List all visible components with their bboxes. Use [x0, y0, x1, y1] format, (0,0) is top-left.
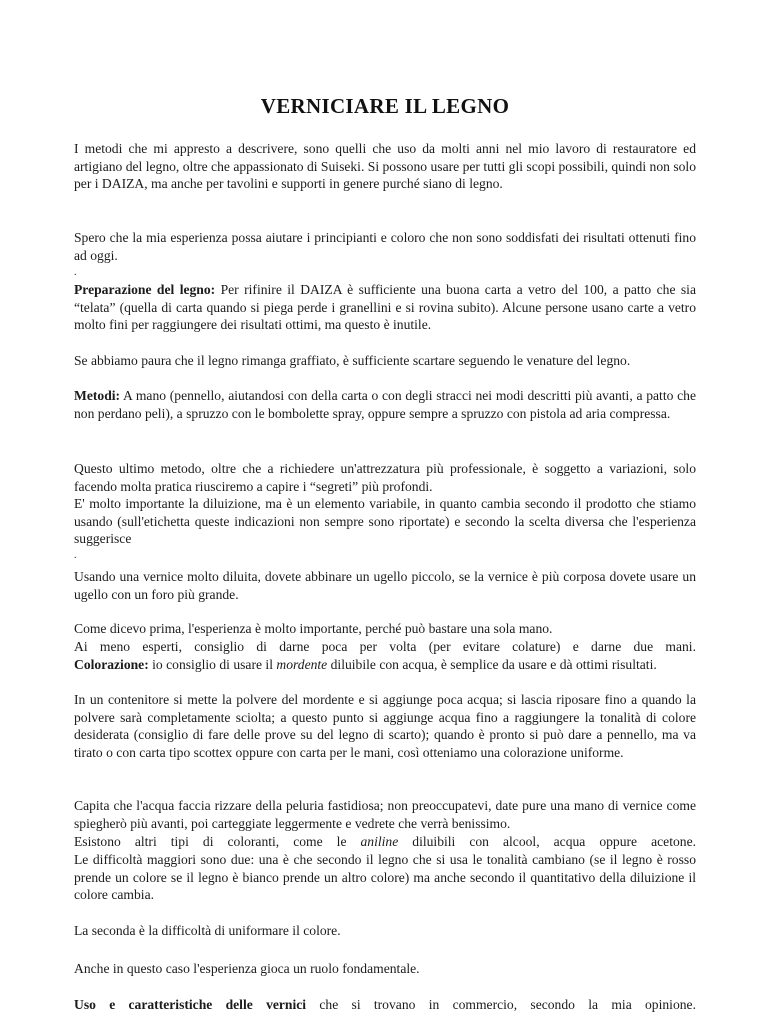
- paragraph-second-difficulty: La seconda è la difficoltà di uniformare il colore.: [74, 923, 341, 938]
- varnish-usage-text: che si trovano in commercio, secondo la mia opinione.: [306, 997, 696, 1012]
- document-title: VERNICIARE IL LEGNO: [260, 94, 510, 118]
- stray-dot: .: [74, 267, 77, 278]
- paragraph-wood-preparation: [74, 281, 696, 334]
- varnish-usage-label: Uso e caratteristiche delle vernici: [74, 997, 307, 1012]
- paragraph-experience-role: Anche in questo caso l'esperienza gioca un ruolo fondamentale.: [74, 961, 420, 976]
- paragraph-dilution: E' molto importante la diluizione, ma è un elemento variabile, in quanto cambia secondo il prodotto che stiamo usando (sull'etichetta queste indicazioni non sempre sono riportate) e secondo la scelta diversa che l'esperienza suggerisce: [74, 496, 696, 547]
- paragraph-methods: [74, 387, 696, 422]
- paragraph-last-method: Questo ultimo metodo, oltre che a richiedere un'attrezzatura più professionale, è soggetto a variazioni, solo facendo molta pratica riusciremo a capire i “segreti” più profondi.: [74, 461, 696, 494]
- coloring-label: Colorazione:: [74, 657, 149, 672]
- colorants-text-a: Esistono altri tipi di coloranti, come le: [74, 834, 361, 849]
- paragraph-difficulties: Le difficoltà maggiori sono due: una è che secondo il legno che si usa le tonalità cambiano (se il legno è rosso prende un colore se il legno è bianco prende un altro colore) ma anche secondo il quantitativo della diluizione il colore cambia.: [74, 852, 696, 903]
- wood-preparation-label: Preparazione del legno:: [74, 282, 216, 297]
- methods-text: A mano (pennello, aiutandosi con della carta o con degli stracci nei modi descritti più avanti, a patto che non perdano peli), a spruzzo con le bombolette spray, oppure sempre a spruzzo con pistola ad aria compressa.: [74, 388, 696, 421]
- paragraph-hope: Spero che la mia esperienza possa aiutare i principianti e coloro che non sono soddisfati dei risultati ottenuti fino ad oggi.: [74, 230, 696, 263]
- coloring-text-b: diluibile con acqua, è semplice da usare e dà ottimi risultati.: [327, 657, 657, 672]
- paragraph-scratches: Se abbiamo paura che il legno rimanga graffiato, è sufficiente scartare seguendo le venature del legno.: [74, 353, 631, 368]
- wood-preparation-text: Per rifinire il DAIZA è sufficiente una buona carta a vetro del 100, a patto che sia “telata” (quella di carta quando si piega perde i granellini e si rovina subito). Alcune persone usano carte a vetro molto fini per raggiungere dei risultati ottimi, ma questo è inutile.: [74, 282, 696, 333]
- paragraph-experience: Come dicevo prima, l'esperienza è molto importante, perché può bastare una sola mano.: [74, 621, 553, 636]
- paragraph-other-colorants: [74, 833, 696, 851]
- coloring-text-a: io consiglio di usare il: [148, 657, 277, 672]
- paragraph-coloring: [74, 656, 696, 674]
- paragraph-nozzle: Usando una vernice molto diluita, dovete abbinare un ugello piccolo, se la vernice è più corposa dovete usare un ugello con un foro più grande.: [74, 569, 696, 602]
- stray-dot: .: [74, 550, 77, 561]
- paragraph-mordant-steps: In un contenitore si mette la polvere del mordente e si aggiunge poca acqua; si lascia riposare fino a quando la polvere sarà completamente sciolta; a questo punto si aggiunge acqua fino a raggiungere la tonalità di colore desiderata (consiglio di fare delle prove su del legno di scarto); quando è pronto si può dare a pennello, ma va tirato o con carta tipo scottex oppure con carta per le mani, così otteniamo una colorazione uniforme.: [74, 692, 696, 760]
- colorants-text-b: diluibili con alcool, acqua oppure acetone.: [398, 834, 696, 849]
- paragraph-varnish-usage: [74, 996, 696, 1014]
- mordente-term: mordente: [276, 657, 328, 672]
- paragraph-fuzz: Capita che l'acqua faccia rizzare della peluria fastidiosa; non preoccupatevi, date pure una mano di vernice come spiegherò più avanti, poi carteggiate leggermente e vedrete che verrà benissimo.: [74, 798, 696, 831]
- methods-label: Metodi:: [74, 388, 121, 403]
- aniline-term: aniline: [360, 834, 399, 849]
- paragraph-intro: I metodi che mi appresto a descrivere, sono quelli che uso da molti anni nel mio lavoro di restauratore ed artigiano del legno, oltre che appassionato di Suiseki. Si possono usare per tutti gli scopi possibili, quindi non solo per i DAIZA, ma anche per tavolini e supporti in genere purché siano di legno.: [74, 141, 696, 192]
- paragraph-advice: Ai meno esperti, consiglio di darne poca per volta (per evitare colature) e darne due mani.: [74, 639, 696, 654]
